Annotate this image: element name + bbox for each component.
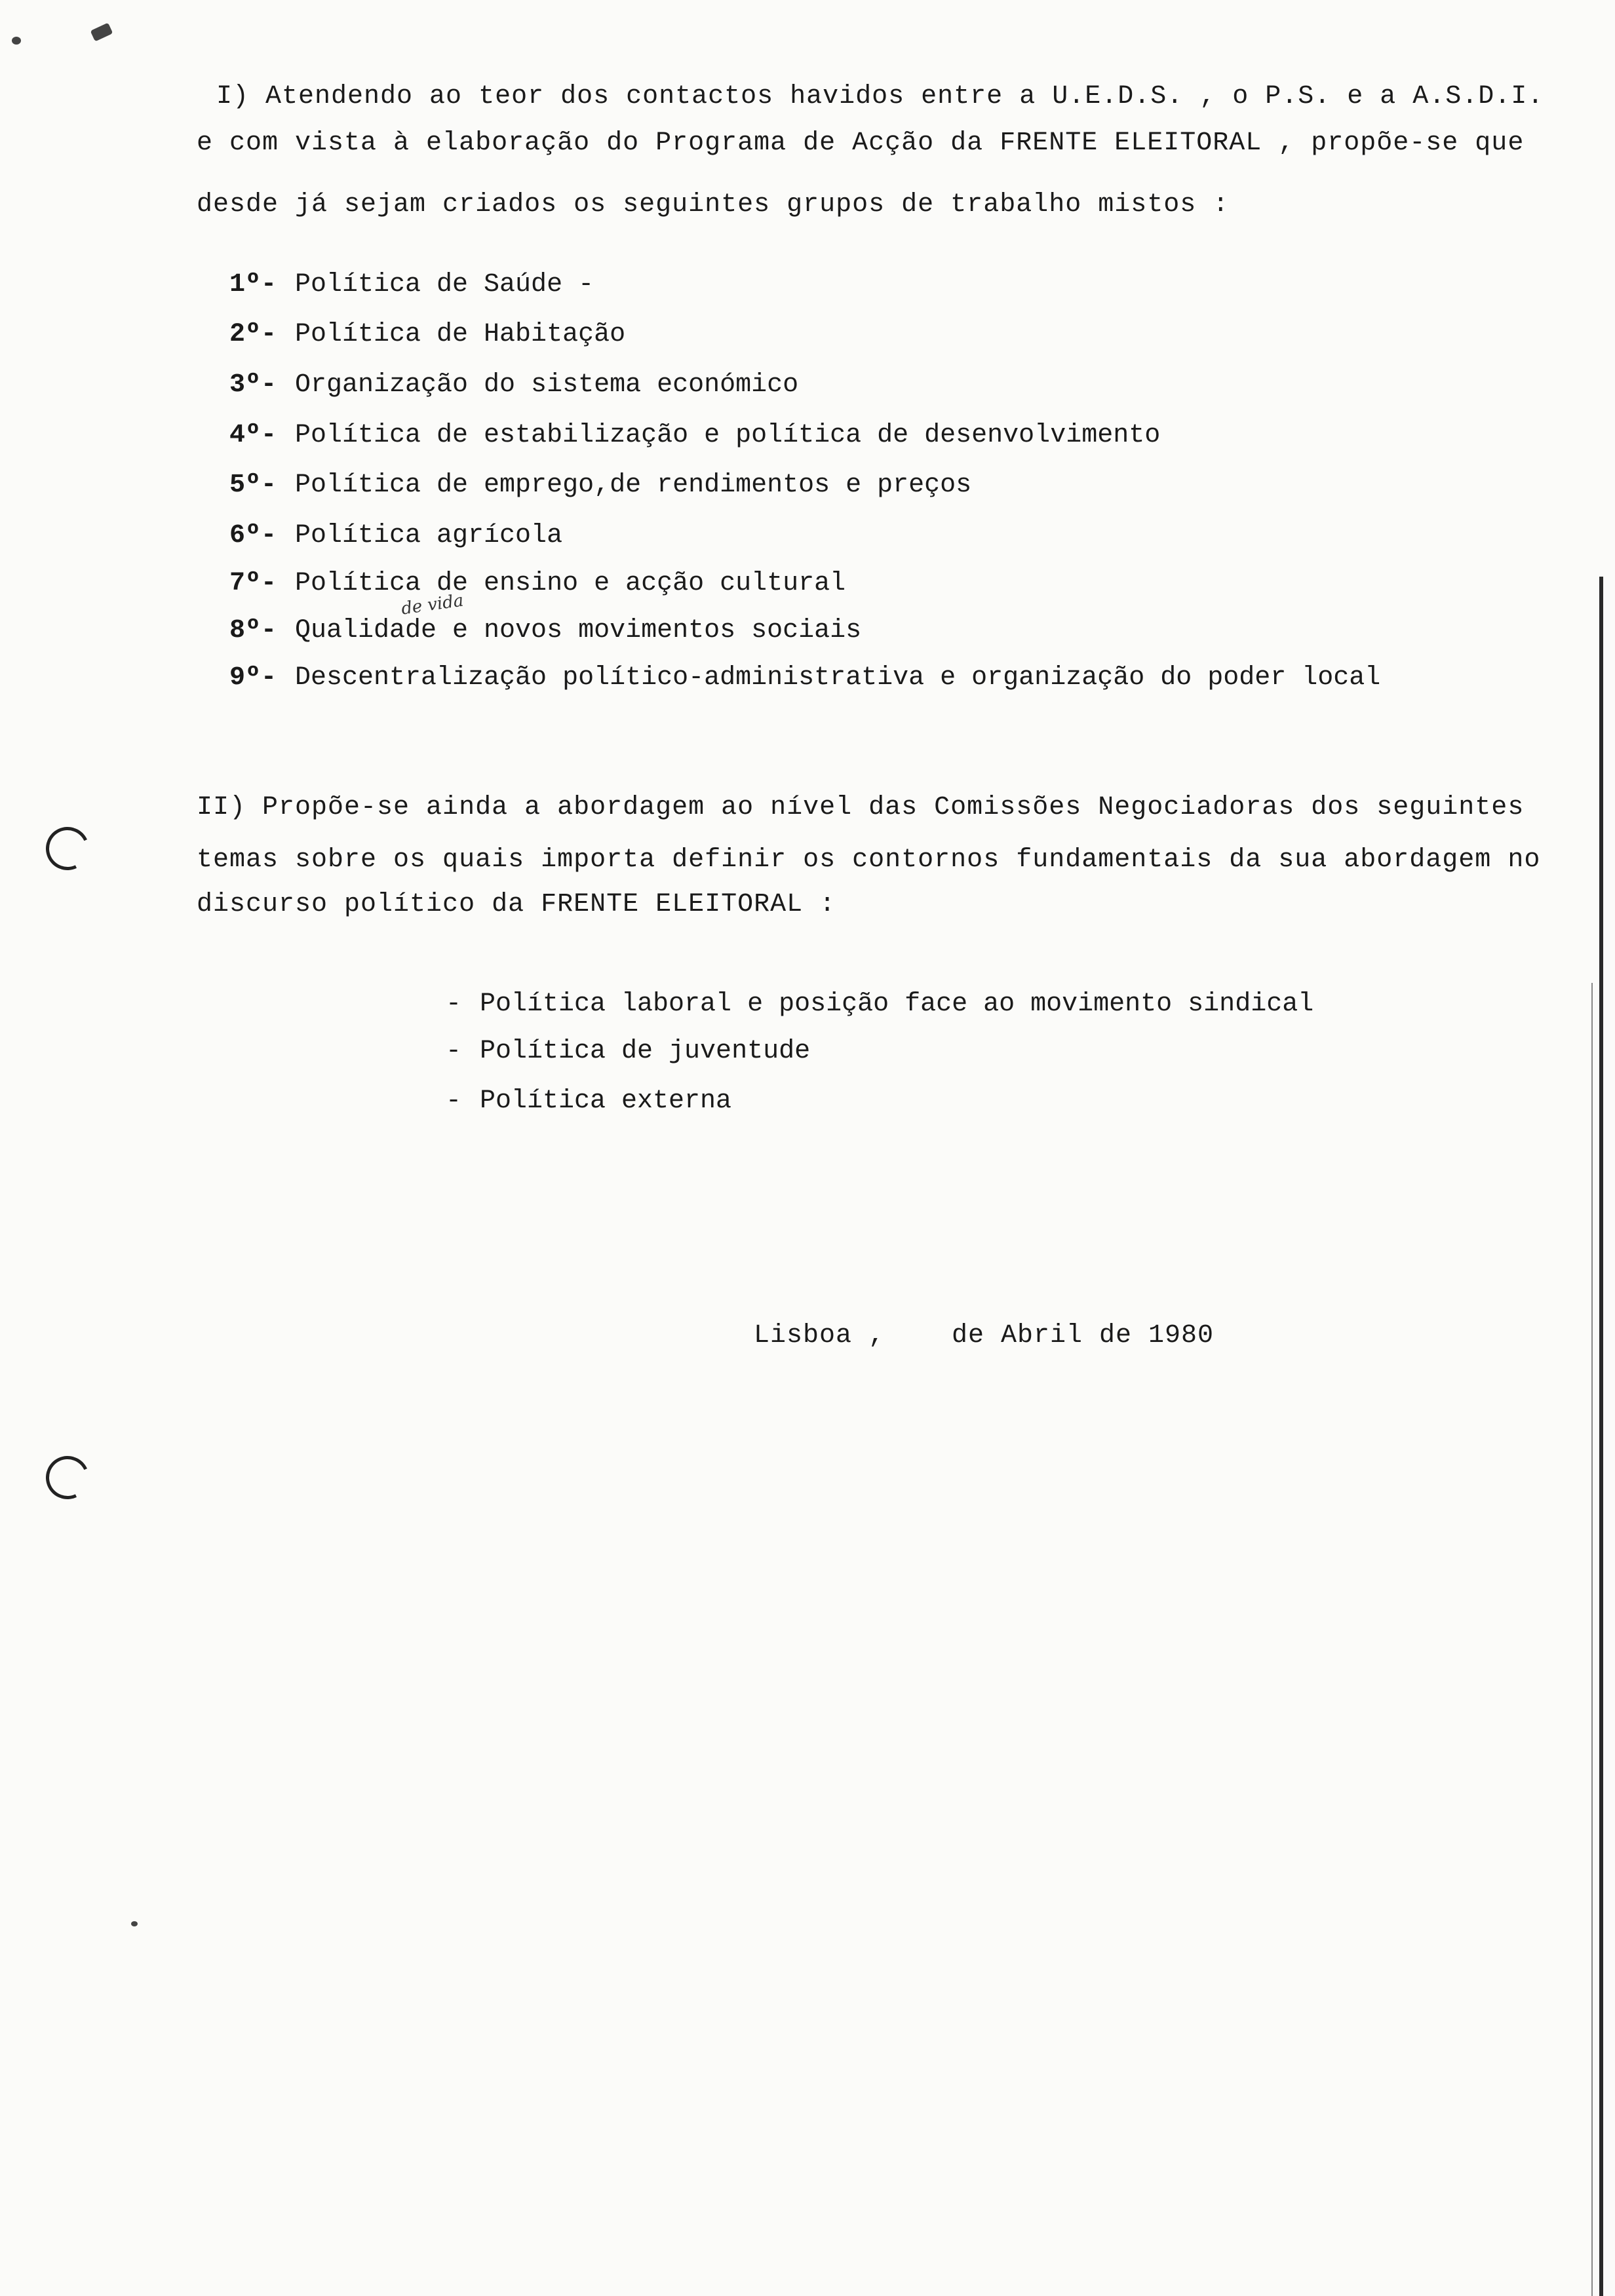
list-number: 9º- [229,663,277,693]
list-item [229,616,861,645]
punch-hole [40,1450,96,1506]
list-number: 6º- [229,521,277,550]
page-edge-shadow [1599,577,1603,2296]
list-number: 4º- [229,421,277,450]
section1-line-3: desde já sejam criados os seguintes grupos de trabalho mistos : [197,190,1230,220]
ink-speck [90,23,113,42]
topic-text: Política externa [480,1086,732,1116]
section2-line-1: II) Propõe-se ainda a abordagem ao nível das Comissões Negociadoras dos seguintes [197,793,1525,822]
list-text: Política de emprego,de rendimentos e preços [295,470,972,500]
topic-item [446,989,1313,1019]
ink-speck [12,37,21,45]
page-edge-line [1591,983,1593,2296]
section1-line-2: e com vista à elaboração do Programa de Acção da FRENTE ELEITORAL , propõe-se que [197,128,1525,158]
handwritten-annotation: de vida [400,590,465,619]
list-text: Organização do sistema económico [295,370,799,400]
list-text: Política de estabilização e política de desenvolvimento [295,421,1161,450]
list-number: 5º- [229,470,277,500]
footer-date: de Abril de 1980 [952,1321,1215,1350]
topic-item [446,1037,810,1066]
list-item [229,421,1160,450]
list-number: 8º- [229,616,277,645]
dash-marker: - [446,1086,462,1116]
topic-text: Política de juventude [480,1037,811,1066]
dash-marker: - [446,989,462,1019]
list-item [229,569,846,598]
list-number: 7º- [229,569,277,598]
list-item [229,320,625,349]
list-text: Política de ensino e acção cultural [295,569,846,598]
list-number: 1º- [229,270,277,299]
section2-line-3: discurso político da FRENTE ELEITORAL : [197,890,836,919]
ink-speck [131,1921,138,1926]
footer-place: Lisboa , [754,1321,885,1350]
list-text: Qualidade e novos movimentos sociais [295,616,862,645]
punch-hole [40,821,96,877]
dash-marker: - [446,1037,462,1066]
list-number: 2º- [229,320,277,349]
list-item [229,270,594,299]
list-text: Política agrícola [295,521,563,550]
list-item [229,663,1380,693]
list-item [229,470,971,500]
list-number: 3º- [229,370,277,400]
section2-line-2: temas sobre os quais importa definir os contornos fundamentais da sua abordagem no [197,845,1541,875]
list-text: Política de Habitação [295,320,626,349]
list-text: Política de Saúde - [295,270,594,299]
topic-text: Política laboral e posição face ao movimento sindical [480,989,1314,1019]
list-text: Descentralização político-administrativa e organização do poder local [295,663,1381,693]
list-item [229,370,798,400]
list-item [229,521,562,550]
section1-line-1: I) Atendendo ao teor dos contactos havidos entre a U.E.D.S. , o P.S. e a A.S.D.I. [216,82,1544,111]
topic-item [446,1086,731,1116]
